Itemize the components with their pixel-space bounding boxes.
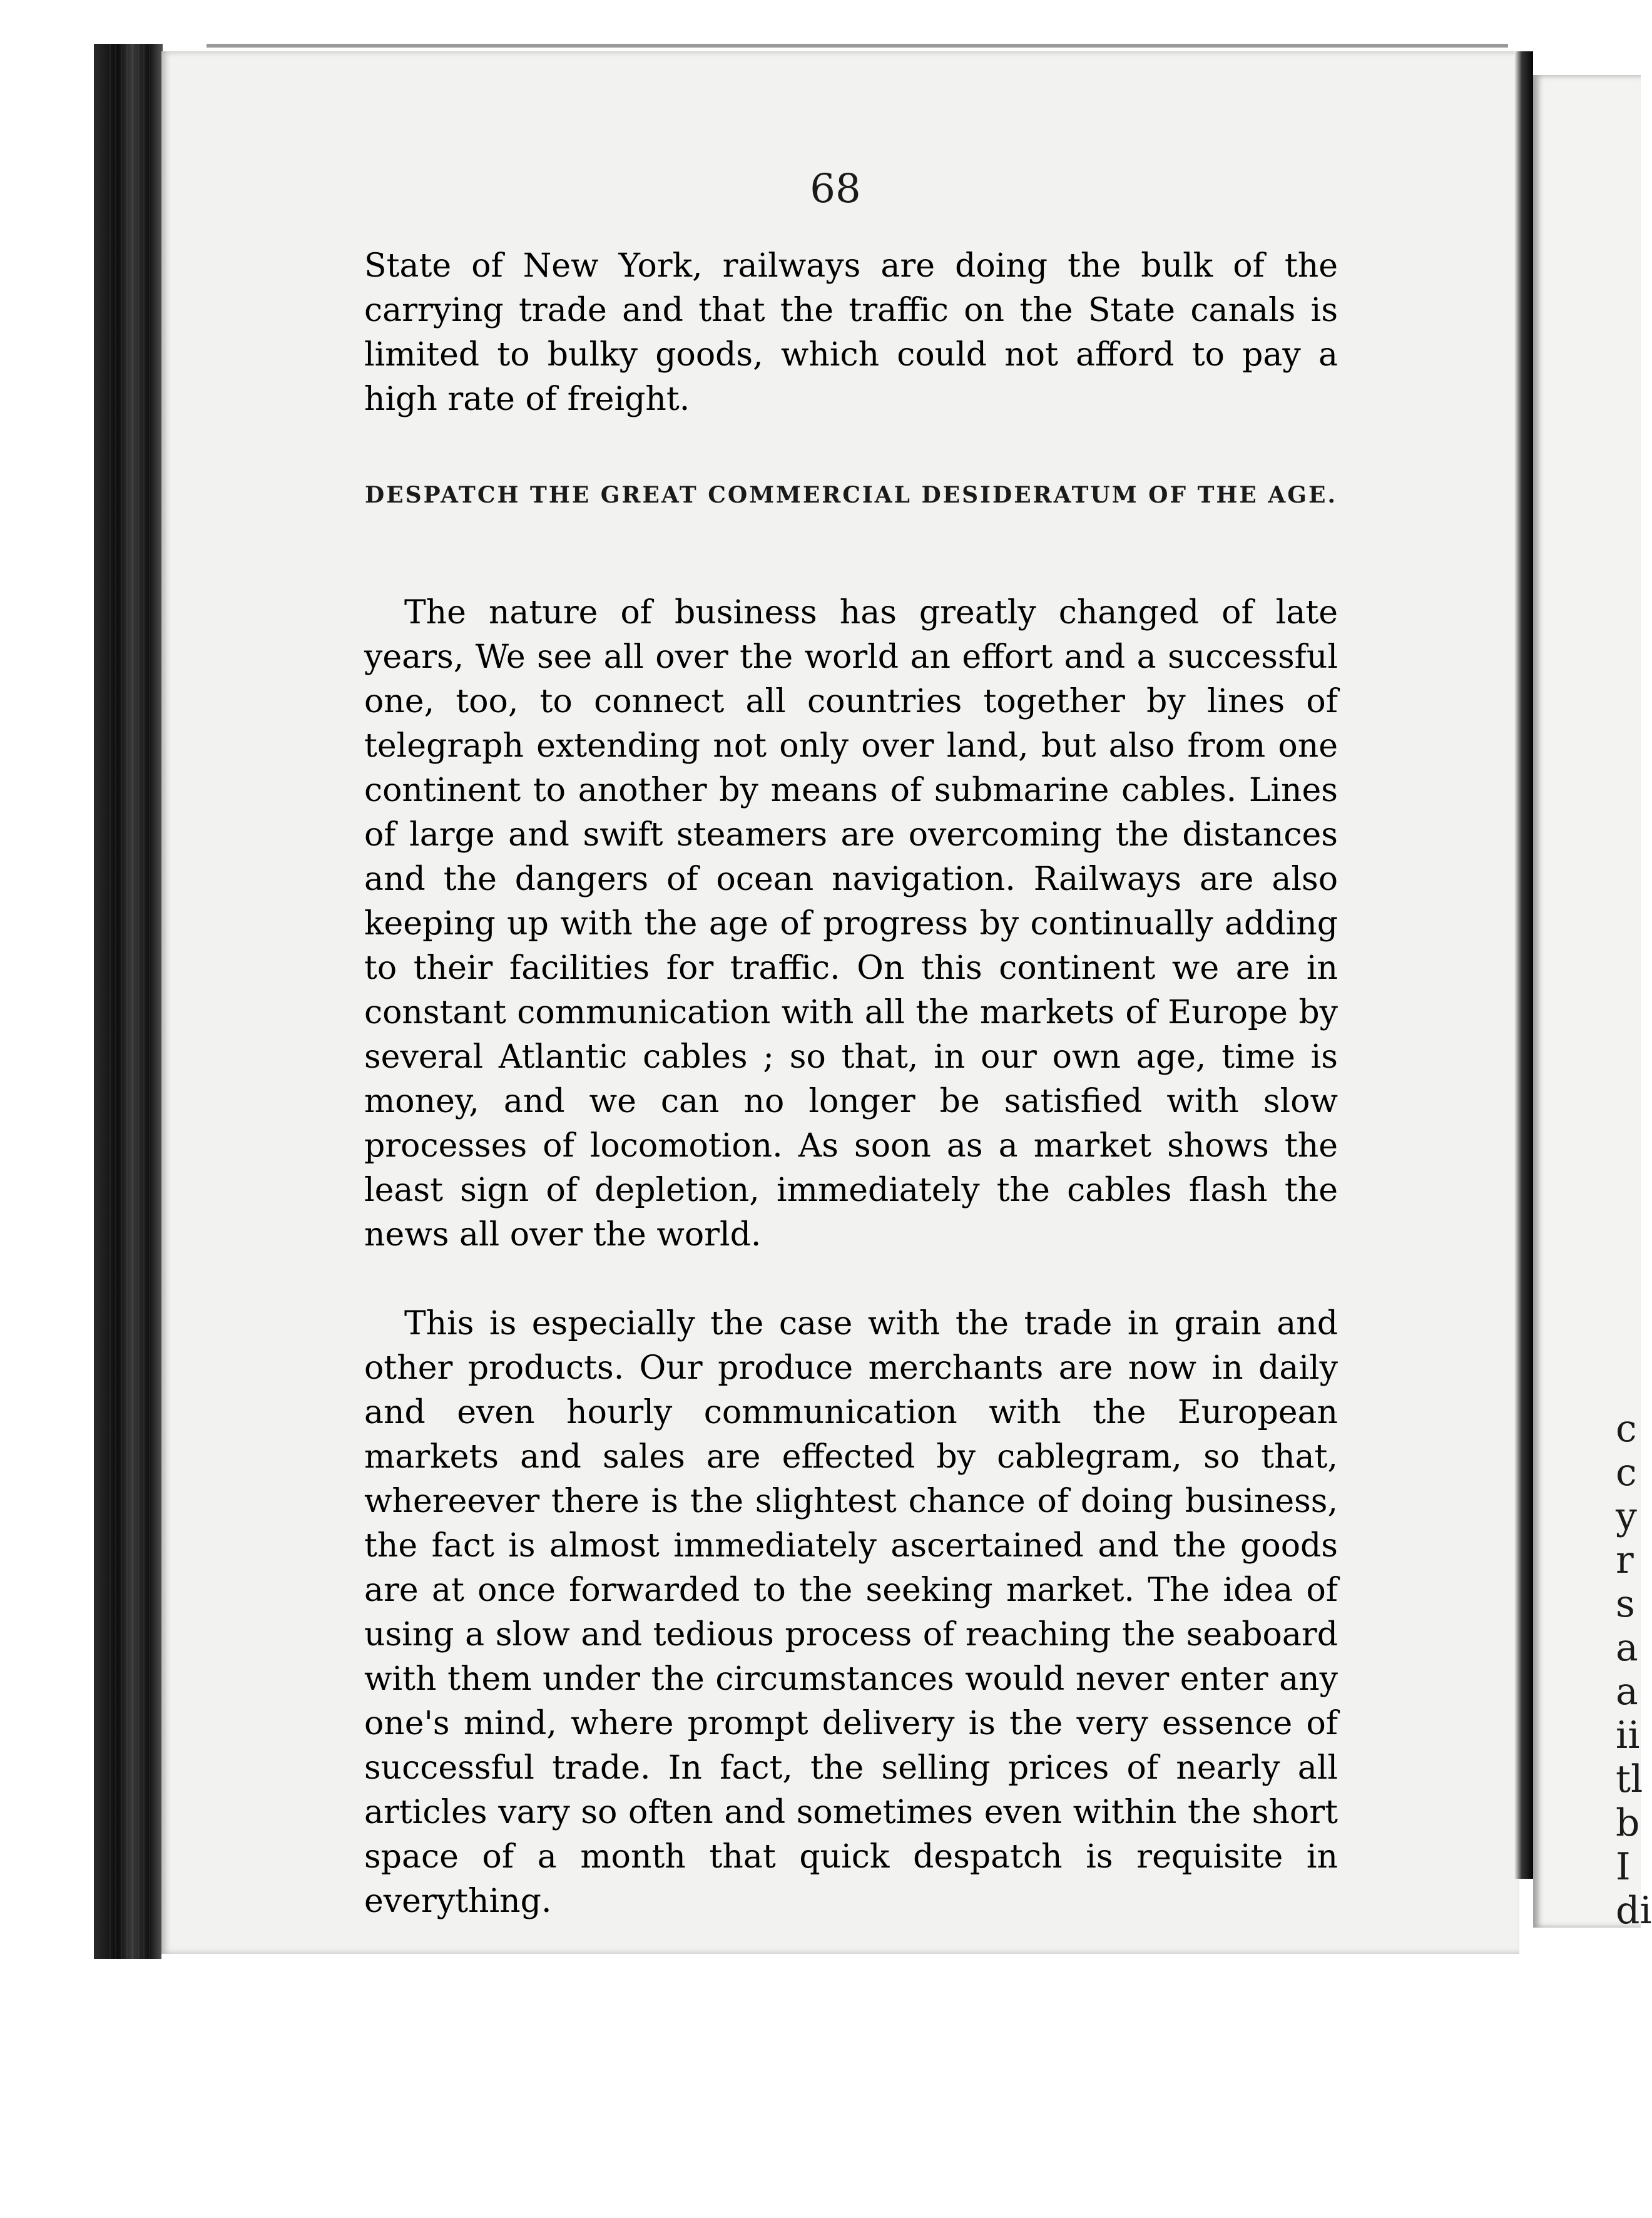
page-gutter — [1514, 51, 1533, 1879]
body-paragraph-2: This is especially the case with the trade in grain and other products. Our produce merchants are now in daily and even hourly communication with the European markets and sales are effected by cablegram, so that, whereever there is the slightest chance of doing business, the fact is almost immediately ascertained and the goods are at once forwarded to the seeking market. The idea of using a slow and tedious process of reaching the seaboard with them under the circumstances would never enter any one's mind, where prompt delivery is the very essence of successful trade. In fact, the selling prices of nearly all articles vary so often and sometimes even within the short space of a month that quick despatch is requisite in everything. — [364, 1305, 1338, 1920]
binding-texture — [110, 44, 153, 1959]
scan-bottom-margin — [161, 1954, 1641, 2218]
section-heading: DESPATCH THE GREAT COMMERCIAL DESIDERATUM OF THE AGE. — [364, 482, 1338, 508]
continuation-paragraph: State of New York, railways are doing the bulk of the carrying trade and that the traffic on the State canals is limited to bulky goods, which could not afford to pay a high rate of freight. — [364, 247, 1338, 418]
page-top-edge — [206, 44, 1508, 48]
right-page-fragment: c c y r s a a ii tl b I di — [1616, 1407, 1652, 1933]
body-paragraph-1: The nature of business has greatly changed of late years, We see all over the world an effort and a successful one, too, to connect all countries together by lines of telegraph extending not only over land, but also from one continent to another by means of submarine cables. Lines of large and swift steamers are overcoming the distances and the dangers of ocean navigation. Railways are also keeping up with the age of progress by continually adding to their facilities for traffic. On this continent we are in constant communication with all the markets of Europe by several Atlantic cables ; so that, in our own age, time is money, and we can no longer be satisfied with slow processes of locomotion. As soon as a market shows the least sign of depletion, immediately the cables flash the news all over the world. — [364, 594, 1338, 1254]
page-number: 68 — [810, 166, 861, 212]
